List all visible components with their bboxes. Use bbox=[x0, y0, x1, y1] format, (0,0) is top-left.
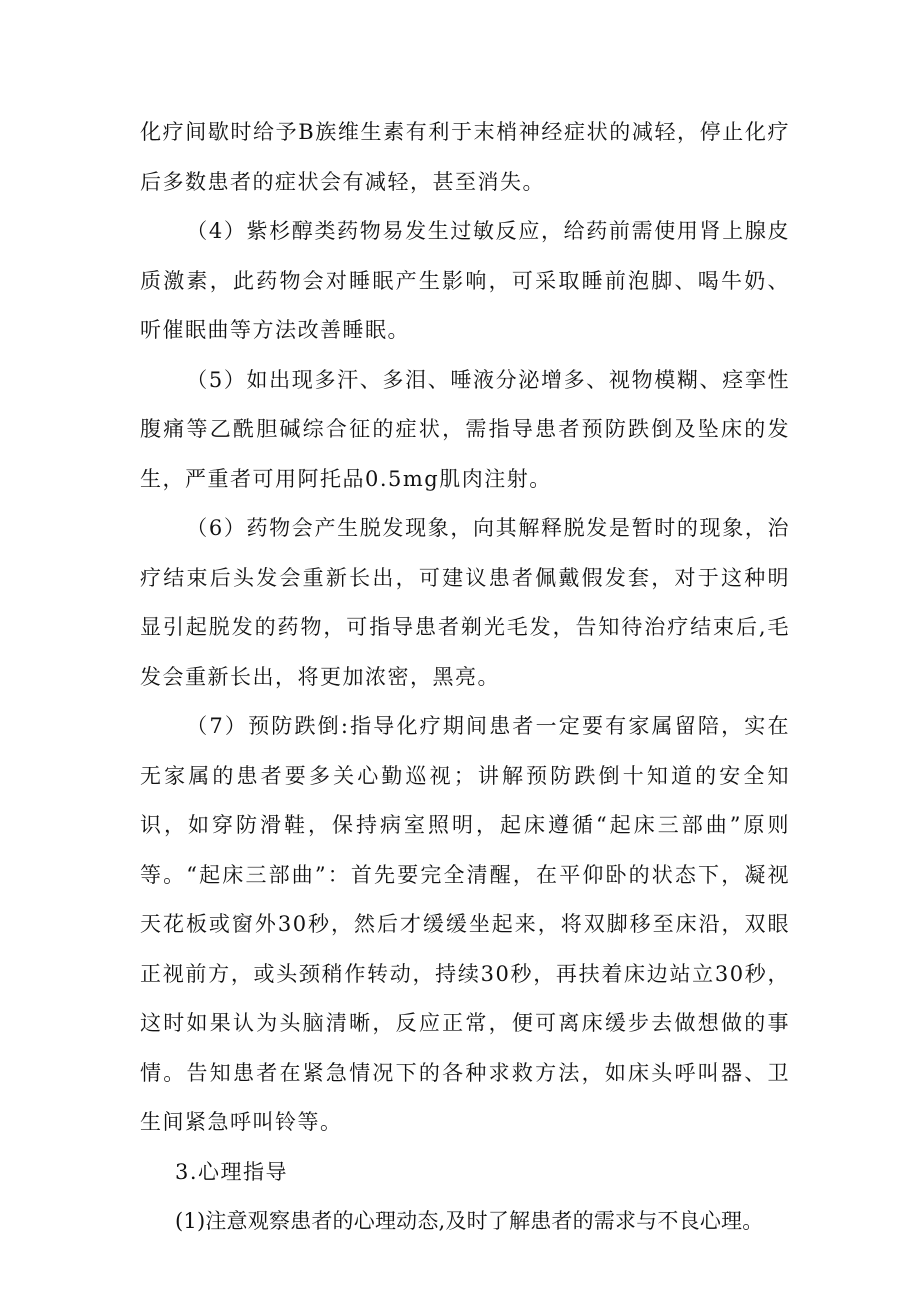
paragraph-continuation: 化疗间歇时给予B族维生素有利于末梢神经症状的减轻，停止化疗后多数患者的症状会有减轻，甚至消失。 bbox=[140, 120, 790, 194]
paragraph-item-5: （5）如出现多汗、多泪、唾液分泌增多、视物模糊、痉挛性腹痛等乙酰胆碱综合征的症状，需指导患者预防跌倒及坠床的发生，严重者可用阿托品0.5mg肌肉注射。 bbox=[140, 367, 790, 491]
paragraph-item-4: （4）紫杉醇类药物易发生过敏反应，给药前需使用肾上腺皮质激素，此药物会对睡眠产生影响，可采取睡前泡脚、喝牛奶、听催眠曲等方法改善睡眠。 bbox=[140, 219, 790, 342]
paragraph-item-7: （7）预防跌倒:指导化疗期间患者一定要有家属留陪，实在无家属的患者要多关心勤巡视；讲解预防跌倒十知道的安全知识，如穿防滑鞋，保持病室照明，起床遵循“起床三部曲”原则等。“起床三部曲”：首先要完全清醒，在平仰卧的状态下，凝视天花板或窗外30秒，然后才缓缓坐起来，将双脚移至床沿，双眼正视前方，或头颈稍作转动，持续30秒，再扶着床边站立30秒，这时如果认为头脑清晰，反应正常，便可离床缓步去做想做的事情。告知患者在紧急情况下的各种求救方法，如床头呼叫器、卫生间紧急呼叫铃等。 bbox=[140, 714, 790, 1134]
paragraph-psych-item-1: (1)注意观察患者的心理动态,及时了解患者的需求与不良心理。 bbox=[175, 1209, 764, 1233]
section-heading: 3.心理指导 bbox=[175, 1159, 289, 1184]
paragraph-item-6: （6）药物会产生脱发现象，向其解释脱发是暂时的现象，治疗结束后头发会重新长出，可建议患者佩戴假发套，对于这种明显引起脱发的药物，可指导患者剃光毛发，告知待治疗结束后,毛发会重新长出，将更加浓密，黑亮。 bbox=[140, 516, 790, 689]
document-body bbox=[140, 108, 790, 1247]
